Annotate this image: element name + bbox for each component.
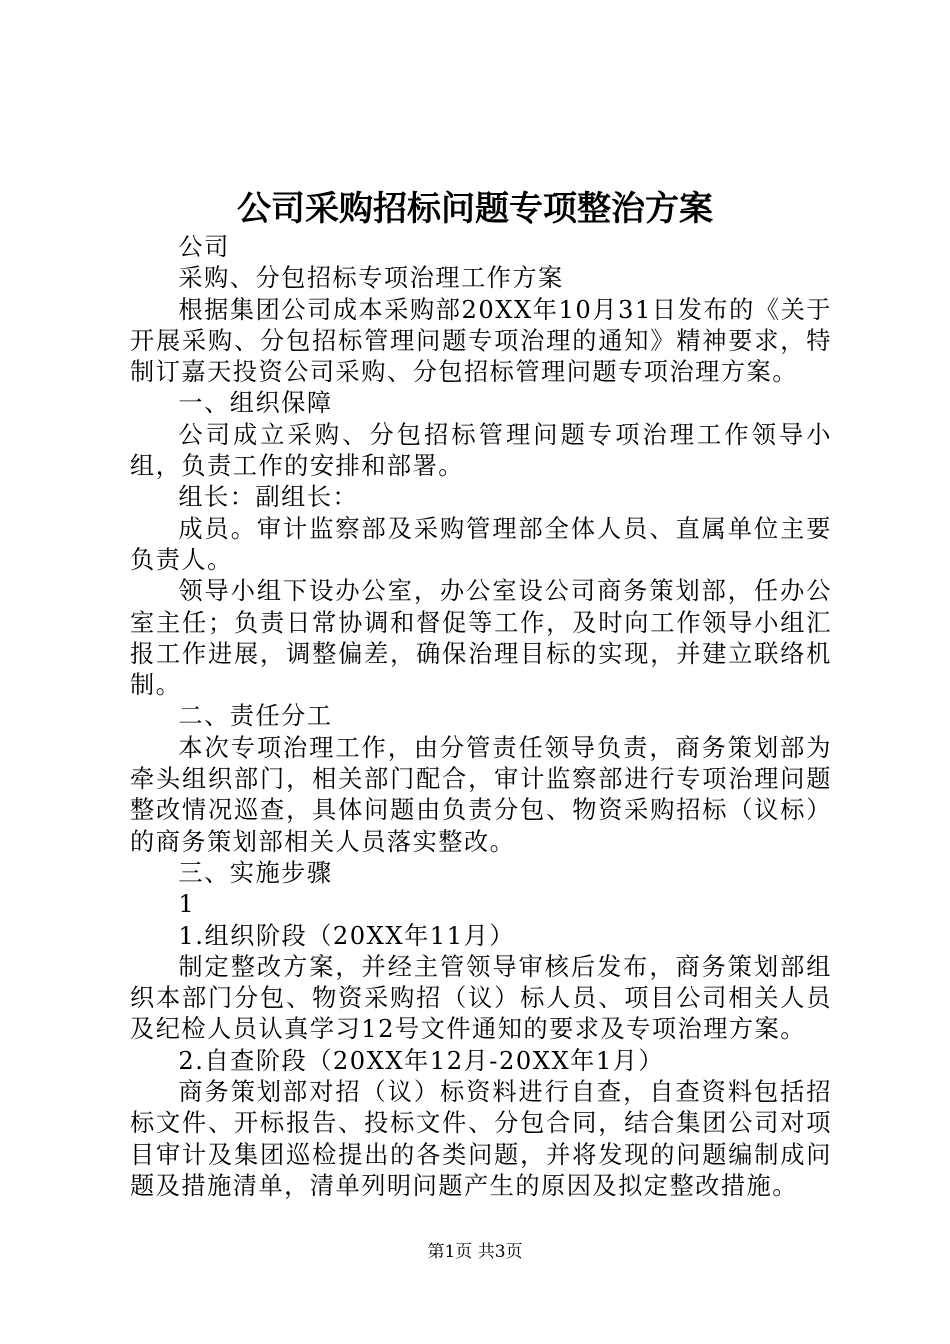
paragraph: 组长：副组长： bbox=[178, 483, 359, 512]
section-heading: 一、组织保障 bbox=[178, 389, 333, 418]
subsection-heading: 2.自查阶段（20XX年12月-20XX年1月） bbox=[178, 1046, 665, 1075]
paragraph: 公司成立采购、分包招标管理问题专项治理工作领导小组，负责工作的安排和部署。 bbox=[130, 420, 832, 481]
paragraph: 根据集团公司成本采购部20XX年10月31日发布的《关于开展采购、分包招标管理问题专项治理的通知》精神要求，特制订嘉天投资公司采购、分包招标管理问题专项治理方案。 bbox=[130, 295, 832, 387]
subsection-heading: 1.组织阶段（20XX年11月） bbox=[178, 921, 515, 950]
page-footer: 第1页 共3页 bbox=[427, 1242, 523, 1262]
paragraph: 公司 bbox=[178, 233, 230, 261]
paragraph: 制定整改方案，并经主管领导审核后发布，商务策划部组织本部门分包、物资采购招（议）标人员、项目公司相关人员及纪检人员认真学习12号文件通知的要求及专项治理方案。 bbox=[130, 952, 832, 1044]
paragraph: 领导小组下设办公室，办公室设公司商务策划部，任办公室主任；负责日常协调和督促等工作，及时向工作领导小组汇报工作进展，调整偏差，确保治理目标的实现，并建立联络机制。 bbox=[130, 577, 832, 700]
paragraph: 1 bbox=[178, 890, 196, 919]
paragraph: 采购、分包招标专项治理工作方案 bbox=[178, 264, 564, 293]
paragraph: 成员。审计监察部及采购管理部全体人员、直属单位主要负责人。 bbox=[130, 514, 832, 574]
document-body bbox=[130, 232, 832, 1202]
paragraph: 本次专项治理工作，由分管责任领导负责，商务策划部为牵头组织部门，相关部门配合，审计监察部进行专项治理问题整改情况巡查，具体问题由负责分包、物资采购招标（议标）的商务策划部相关人员落实整改。 bbox=[130, 733, 832, 856]
paragraph: 商务策划部对招（议）标资料进行自查，自查资料包括招标文件、开标报告、投标文件、分包合同，结合集团公司对项目审计及集团巡检提出的各类问题，并将发现的问题编制成问题及措施清单，清单列明问题产生的原因及拟定整改措施。 bbox=[130, 1078, 832, 1200]
section-heading: 二、责任分工 bbox=[178, 702, 333, 731]
section-heading: 三、实施步骤 bbox=[178, 858, 333, 887]
document-title: 公司采购招标问题专项整治方案 bbox=[237, 189, 713, 229]
